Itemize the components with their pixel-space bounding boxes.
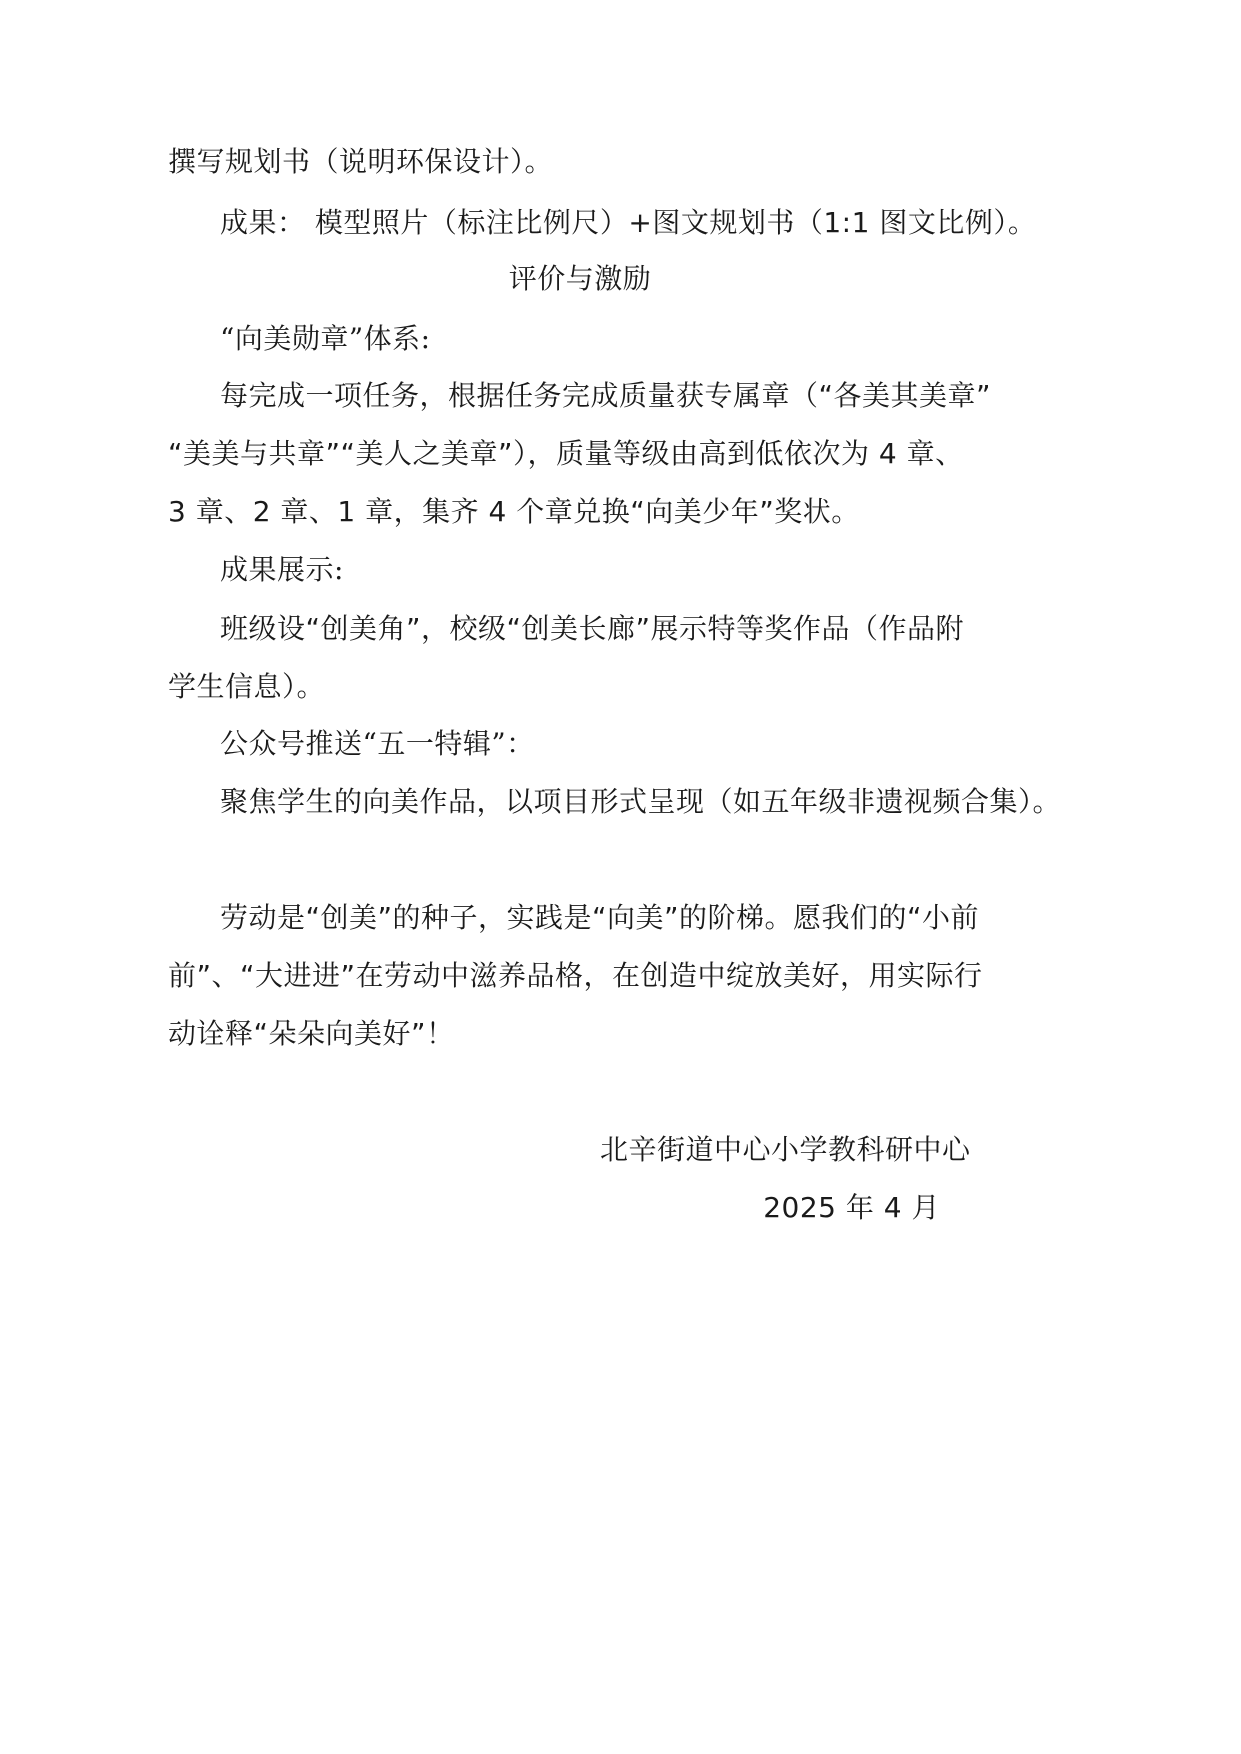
signature-organization: 北辛街道中心小学教科研中心 (600, 1133, 971, 1166)
paragraph-line-12: 劳动是“创美”的种子，实践是“向美”的阶梯。愿我们的“小前 (220, 901, 980, 934)
paragraph-line-6: 3 章、2 章、1 章，集齐 4 个章兑换“向美少年”奖状。 (168, 495, 860, 528)
section-heading: 评价与激励 (508, 262, 652, 295)
paragraph-line-4: 每完成一项任务，根据任务完成质量获专属章（“各美其美章” (220, 379, 992, 412)
paragraph-line-11: 聚焦学生的向美作品，以项目形式呈现（如五年级非遗视频合集）。 (220, 785, 1062, 818)
paragraph-line-9: 学生信息）。 (168, 670, 326, 703)
paragraph-line-2: 成果： 模型照片（标注比例尺）+图文规划书（1:1 图文比例）。 (220, 206, 1037, 239)
paragraph-line-5: “美美与共章”“美人之美章”），质量等级由高到低依次为 4 章、 (168, 437, 964, 470)
signature-date: 2025 年 4 月 (763, 1191, 940, 1224)
paragraph-line-10: 公众号推送“五一特辑”： (220, 727, 535, 760)
paragraph-line-3: “向美勋章”体系: (220, 322, 431, 355)
paragraph-line-8: 班级设“创美角”，校级“创美长廊”展示特等奖作品（作品附 (220, 612, 965, 645)
paragraph-line-7: 成果展示: (220, 553, 344, 586)
paragraph-line-14: 动诠释“朵朵向美好”！ (168, 1017, 455, 1050)
paragraph-line-13: 前”、“大进进”在劳动中滋养品格，在创造中绽放美好，用实际行 (168, 959, 983, 992)
paragraph-line-1: 撰写规划书（说明环保设计）。 (168, 145, 554, 178)
